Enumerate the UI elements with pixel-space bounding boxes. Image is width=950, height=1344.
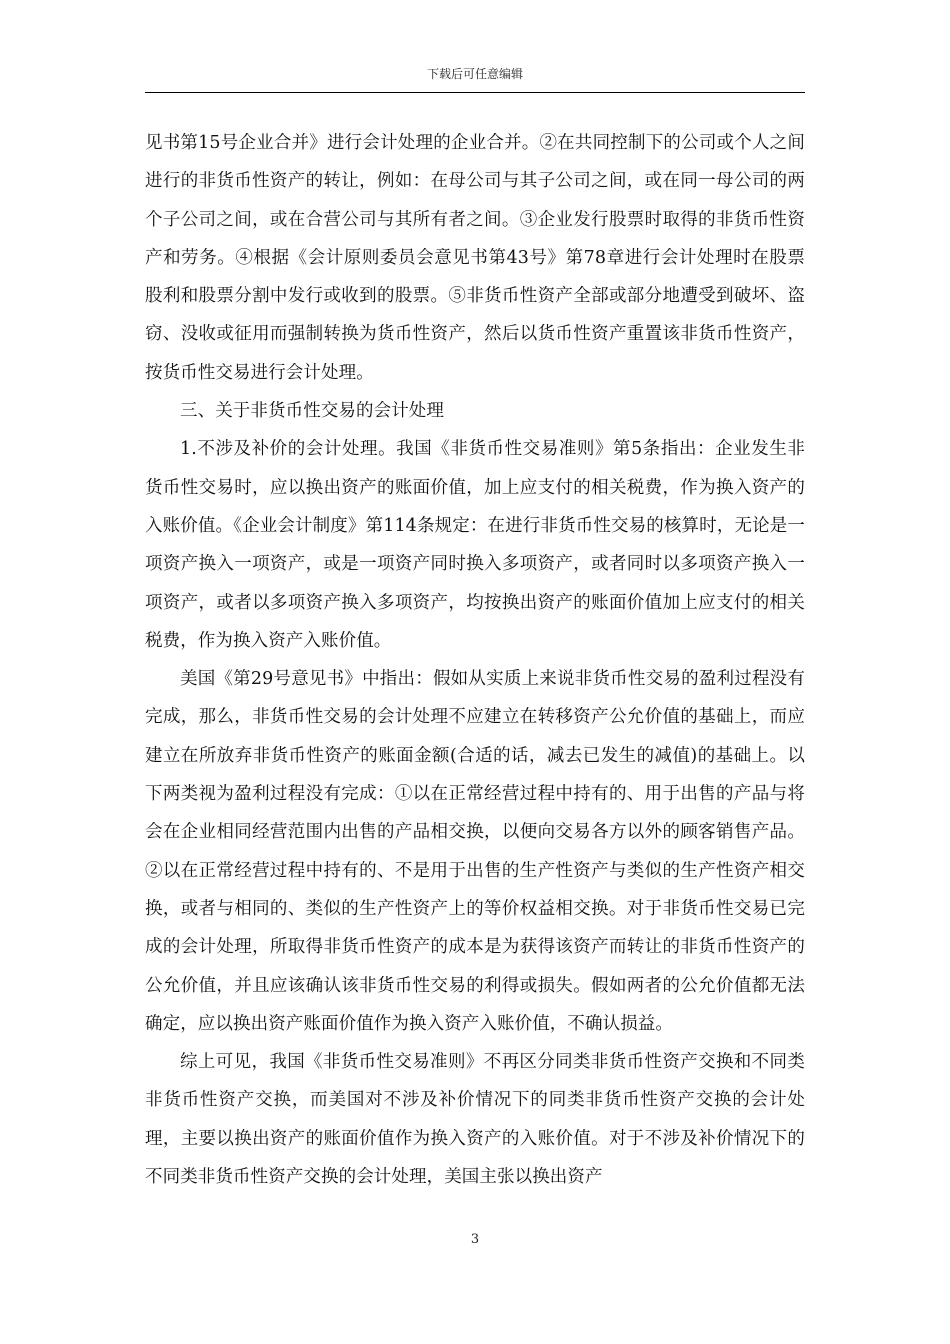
page-number: 3 [470,1232,480,1247]
page-header: 下载后可任意编辑 [426,67,523,81]
section-heading: 三、关于非货币性交易的会计处理 [180,401,444,422]
paragraph: 综上可见，我国《非货币性交易准则》不再区分同类非货币性资产交换和不同类非货币性资产交换，而美国对不涉及补价情况下的同类非货币性资产交换的会计处理，主要以换出资产的账面价值作为换入资产的入账价值。对于不涉及补价情况下的不同类非货币性资产交换的会计处理，美国主张以换出资产 [145,1052,805,1188]
header-divider [145,92,805,93]
paragraph-continuation: 见书第15号企业合并》进行会计处理的企业合并。②在共同控制下的公司或个人之间进行的非货币性资产的转让，例如：在母公司与其子公司之间，或在同一母公司的两个子公司之间，或在合营公司与其所有者之间。③企业发行股票时取得的非货币性资产和劳务。④根据《会计原则委员会意见书第43号》第78章进行会计处理时在股票股利和股票分割中发行或收到的股票。⑤非货币性资产全部或部分地遭受到破坏、盗窃、没收或征用而强制转换为货币性资产，然后以货币性资产重置该非货币性资产，按货币性交易进行会计处理。 [145,133,805,383]
paragraph: 美国《第29号意见书》中指出：假如从实质上来说非货币性交易的盈利过程没有完成，那么，非货币性交易的会计处理不应建立在转移资产公允价值的基础上，而应建立在所放弃非货币性资产的账面金额(合适的话，减去已发生的减值)的基础上。以下两类视为盈利过程没有完成：①以在正常经营过程中持有的、用于出售的产品与将会在企业相同经营范围内出售的产品相交换，以便向交易各方以外的顾客销售产品。②以在正常经营过程中持有的、不是用于出售的生产性资产与类似的生产性资产相交换，或者与相同的、类似的生产性资产上的等价权益相交换。对于非货币性交易已完成的会计处理，所取得非货币性资产的成本是为获得该资产而转让的非货币性资产的公允价值，并且应该确认该非货币性交易的利得或损失。假如两者的公允价值都无法确定，应以换出资产账面价值作为换入资产入账价值，不确认损益。 [145,669,805,1034]
paragraph: 1.不涉及补价的会计处理。我国《非货币性交易准则》第5条指出：企业发生非货币性交易时，应以换出资产的账面价值，加上应支付的相关税费，作为换入资产的入账价值。《企业会计制度》第114条规定：在进行非货币性交易的核算时，无论是一项资产换入一项资产，或是一项资产同时换入多项资产，或者同时以多项资产换入一项资产，或者以多项资产换入多项资产，均按换出资产的账面价值加上应支付的相关税费，作为换入资产入账价值。 [145,439,805,651]
document-body [145,124,805,1196]
